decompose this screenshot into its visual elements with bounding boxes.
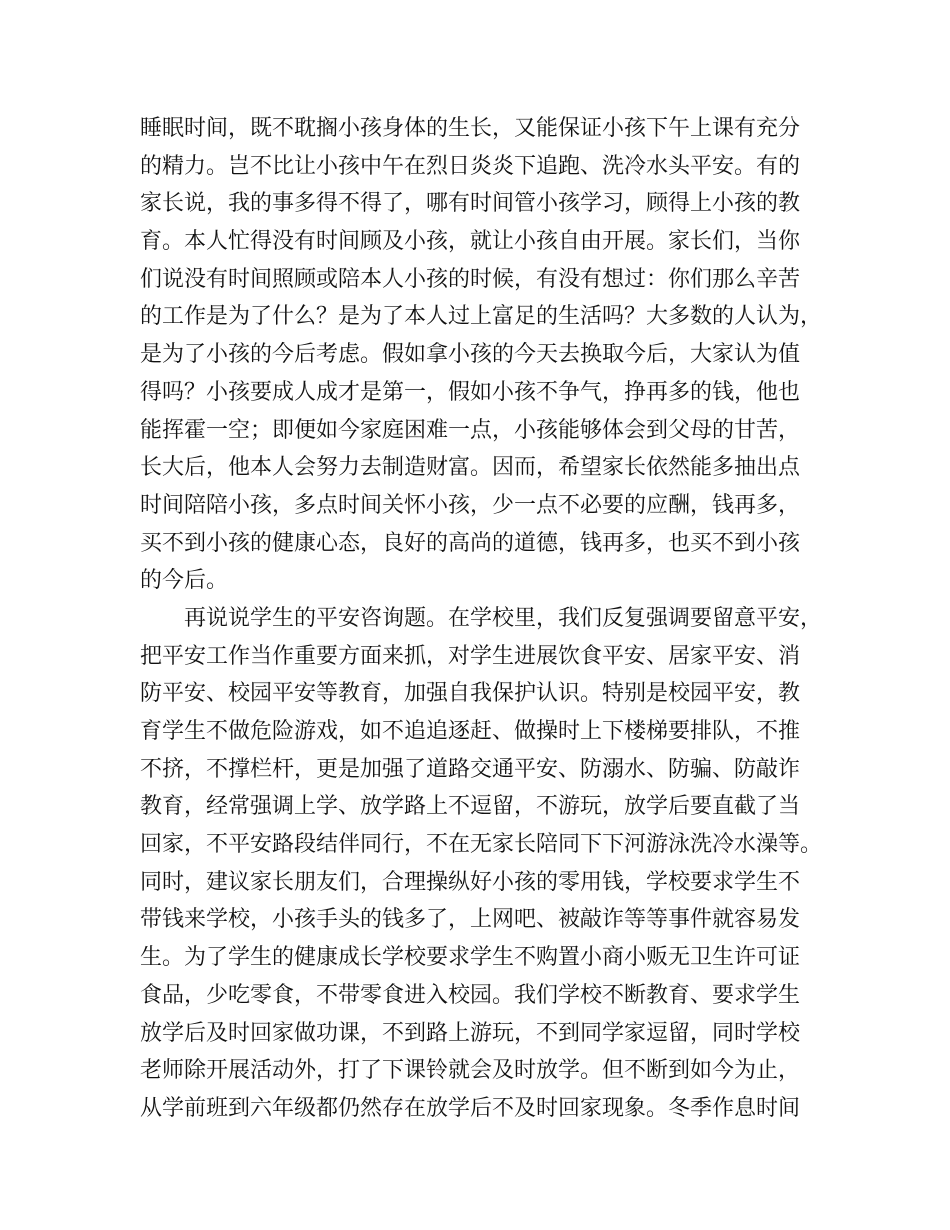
text-line: 老师除开展活动外，打了下课铃就会及时放学。但不断到如今为止， [140, 1058, 801, 1084]
text-line: 睡眠时间，既不耽搁小孩身体的生长，又能保证小孩下午上课有充分 [140, 116, 801, 141]
text-line: 回家，不平安路段结伴同行，不在无家长陪同下下河游泳洗冷水澡等。 [140, 832, 823, 858]
text-line: 育。本人忙得没有时间顾及小孩，就让小孩自由开展。家长们，当你 [140, 229, 801, 255]
paragraph-1 [140, 110, 840, 600]
text-line: 放学后及时回家做功课，不到路上游玩，不到同学家逗留，同时学校 [140, 1020, 801, 1046]
text-line: 从学前班到六年级都仍然存在放学后不及时回家现象。冬季作息时间 [140, 1095, 801, 1121]
text-line: 再说说学生的平安咨询题。在学校里，我们反复强调要留意平安， [140, 605, 823, 631]
text-line: 生。为了学生的健康成长学校要求学生不购置小商小贩无卫生许可证 [140, 945, 801, 971]
text-line: 带钱来学校，小孩手头的钱多了，上网吧、被敲诈等等事件就容易发 [140, 907, 801, 933]
text-line: 家长说，我的事多得不得了，哪有时间管小孩学习，顾得上小孩的教 [140, 191, 801, 217]
text-line: 教育，经常强调上学、放学路上不逗留，不游玩，放学后要直截了当 [140, 794, 801, 820]
text-line: 同时，建议家长朋友们，合理操纵好小孩的零用钱，学校要求学生不 [140, 869, 801, 895]
paragraph-2 [140, 600, 840, 1128]
text-line: 得吗？小孩要成人成才是第一，假如小孩不争气，挣再多的钱，他也 [140, 379, 801, 405]
text-line: 食品，少吃零食，不带零食进入校园。我们学校不断教育、要求学生 [140, 982, 801, 1008]
text-line: 的今后。 [140, 568, 229, 594]
text-line: 时间陪陪小孩，多点时间关怀小孩，少一点不必要的应酬，钱再多， [140, 492, 801, 518]
text-line: 的精力。岂不比让小孩中午在烈日炎炎下追跑、洗冷水头平安。有的 [140, 153, 801, 179]
text-line: 能挥霍一空；即便如今家庭困难一点，小孩能够体会到父母的甘苦， [140, 417, 801, 443]
text-line: 是为了小孩的今后考虑。假如拿小孩的今天去换取今后，大家认为值 [140, 342, 801, 368]
text-line: 防平安、校园平安等教育，加强自我保护认识。特别是校园平安，教 [140, 681, 801, 707]
text-line: 把平安工作当作重要方面来抓，对学生进展饮食平安、居家平安、消 [140, 643, 801, 669]
text-line: 们说没有时间照顾或陪本人小孩的时候，有没有想过：你们那么辛苦 [140, 266, 801, 292]
text-line: 长大后，他本人会努力去制造财富。因而，希望家长依然能多抽出点 [140, 455, 801, 481]
text-line: 的工作是为了什么？是为了本人过上富足的生活吗？大多数的人认为， [140, 304, 823, 330]
text-line: 买不到小孩的健康心态，良好的高尚的道德，钱再多，也买不到小孩 [140, 530, 801, 556]
body-text [140, 110, 840, 1128]
text-line: 育学生不做危险游戏，如不追追逐赶、做操时上下楼梯要排队，不推 [140, 719, 801, 744]
text-line: 不挤，不撑栏杆，更是加强了道路交通平安、防溺水、防骗、防敲诈 [140, 756, 801, 782]
